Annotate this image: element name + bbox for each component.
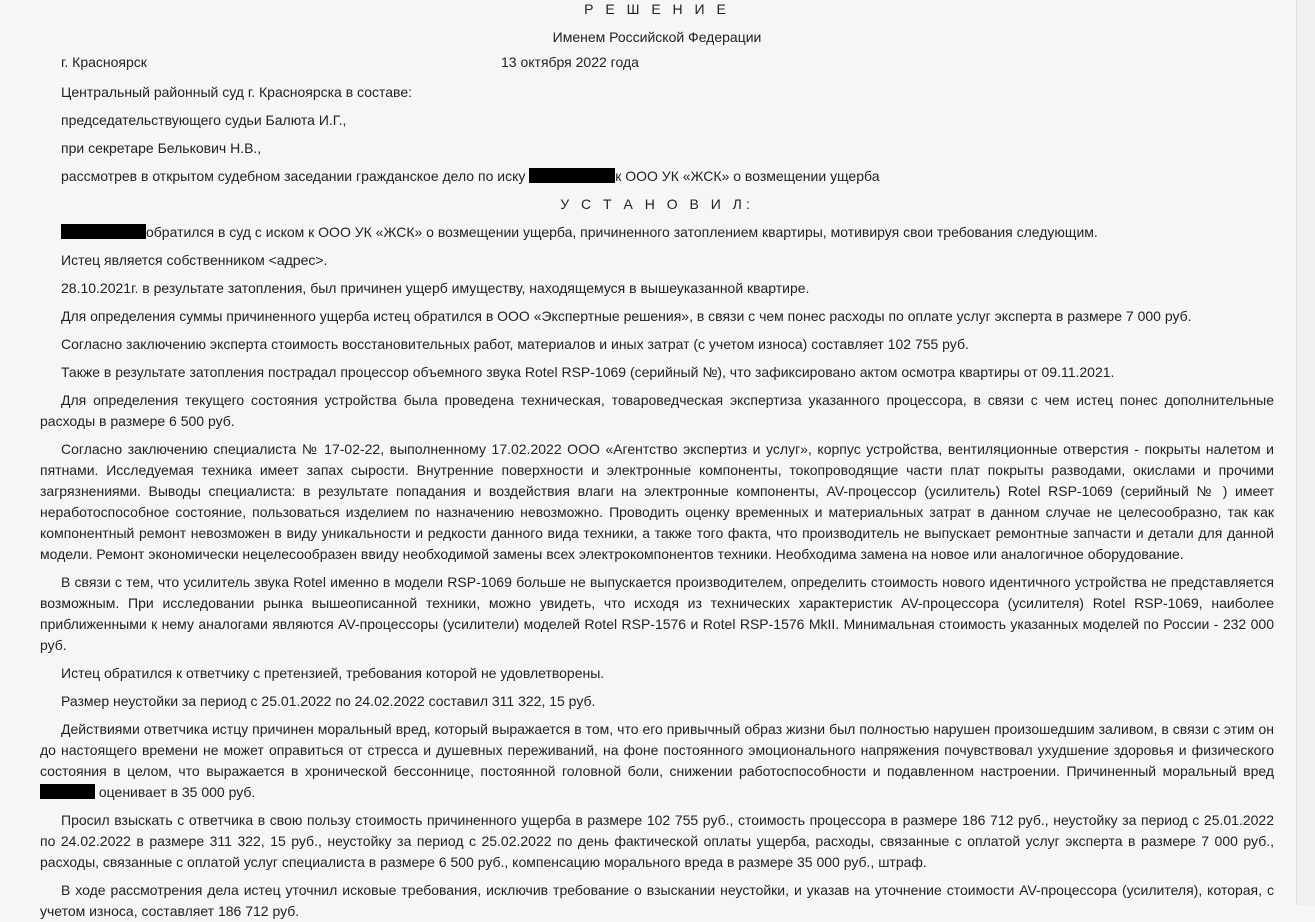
paragraph-2: Истец является собственником <адрес>. (61, 252, 328, 268)
decision-date: 13 октября 2022 года (501, 54, 639, 70)
document-title: Р Е Ш Е Н И Е (584, 1, 730, 17)
paragraph-14: В ходе рассмотрения дела истец уточнил исковые требования, исключив требование о взыскании неустойки, и указав на уточнение стоимости AV-процессора (усилителя), которая, с учетом износа, составляет 186 712 руб. (40, 882, 1274, 919)
case-text-after: к ООО УК «ЖСК» о возмещении ущерба (615, 168, 880, 184)
decision-document (40, 0, 1274, 922)
redacted-plaintiff-name (61, 224, 146, 239)
paragraph-6: Также в результате затопления пострадал процессор объемного звука Rotel RSP-1069 (серийный №), что зафиксировано актом осмотра квартиры от 09.11.2021. (61, 364, 1115, 380)
paragraph-4: Для определения суммы причиненного ущерба истец обратился в ООО «Экспертные решения», в связи с чем понес расходы по оплате услуг эксперта в размере 7 000 руб. (61, 308, 1192, 324)
section-title: У С Т А Н О В И Л: (560, 196, 754, 212)
paragraph-11: Размер неустойки за период с 25.01.2022 по 24.02.2022 составил 311 322, 15 руб. (61, 693, 596, 709)
paragraph-12-text-before: Действиями ответчика истцу причинен моральный вред, который выражается в том, что его привычный образ жизни был полностью нарушен произошедшим заливом, в связи с этим он до настоящего времени не может оправиться от стресса и душевных переживаний, на фоне постоянного эмоционального напряжения почувствовал ухудшение здоровья и физического состояния в целом, что выражается в хронической бессоннице, постоянной головной боли, снижении работоспособности и подавленном настроении. Причиненный моральный вред (40, 721, 1274, 779)
paragraph-13: Просил взыскать с ответчика в свою пользу стоимость причиненного ущерба в размере 102 755 руб., стоимость процессора в размере 186 712 руб., неустойку за период с 25.01.2022 по 24.02.2022 в размере 311 322, 15 руб., неустойку за период с 25.02.2022 по день фактической оплаты ущерба, расходы, связанные с оплатой услуг эксперта в размере 7 000 руб., расходы, связанные с оплатой услуг специалиста в размере 6 500 руб., компенсацию морального вреда в размере 35 000 руб., штраф. (40, 812, 1274, 870)
paragraph-3: 28.10.2021г. в результате затопления, был причинен ущерб имуществу, находящемуся в вышеуказанной квартире. (61, 280, 810, 296)
document-subtitle: Именем Российской Федерации (552, 29, 762, 45)
paragraph-5: Согласно заключению эксперта стоимость восстановительных работ, материалов и иных затрат (с учетом износа) составляет 102 755 руб. (61, 336, 969, 352)
vertical-scrollbar[interactable] (1296, 0, 1315, 905)
secretary-line: при секретаре Белькович Н.В., (61, 140, 262, 156)
paragraph-12-text-after: оценивает в 35 000 руб. (95, 784, 256, 800)
case-text-before: рассмотрев в открытом судебном заседании гражданское дело по иску (61, 168, 530, 184)
paragraph-7: Для определения текущего состояния устройства была проведена техническая, товароведческая экспертиза указанного процессора, в связи с чем истец понес дополнительные расходы в размере 6 500 руб. (40, 392, 1274, 429)
paragraph-10: Истец обратился к ответчику с претензией, требования которой не удовлетворены. (61, 665, 605, 681)
city: г. Красноярск (61, 54, 147, 70)
paragraph-8: Согласно заключению специалиста № 17-02-22, выполненному 17.02.2022 ООО «Агентство экспертиз и услуг», корпус устройства, вентиляционные отверстия - покрыты налетом и пятнами. Исследуемая техника имеет запах сырости. Внутренние поверхности и электронные компоненты, токопроводящие части плат покрыты разводами, окислами и прочими загрязнениями. Выводы специалиста: в результате попадания и воздействия влаги на электронные компоненты, AV-процессор (усилитель) Rotel RSP-1069 (серийный № ) имеет неработоспособное состояние, пользоваться изделием по назначению невозможно. Проводить оценку временных и материальных затрат в данном случае не целесообразно, так как компонентный ремонт невозможен в виду уникальности и редкости данного вида техники, а также того факта, что производитель не выпускает ремонтные запчасти и детали для данной модели. Ремонт экономически нецелесообразен ввиду необходимой замены всех электрокомпонентов техники. Необходима замена на новое или аналогичное оборудование. (40, 441, 1274, 562)
redacted-plaintiff-name (529, 168, 615, 183)
case-line (40, 166, 1274, 187)
judge-line: председательствующего судьи Балюта И.Г., (61, 112, 347, 128)
court-composition: Центральный районный суд г. Красноярска в составе: (61, 84, 412, 100)
redacted-plaintiff-name (40, 784, 95, 799)
paragraph-1-text: обратился в суд с иском к ООО УК «ЖСК» о возмещении ущерба, причиненного затоплением квартиры, мотивируя свои требования следующим. (146, 224, 1098, 240)
paragraph-12 (40, 719, 1274, 803)
paragraph-9: В связи с тем, что усилитель звука Rotel именно в модели RSP-1069 больше не выпускается производителем, определить стоимость нового идентичного устройства не представляется возможным. При исследовании рынка вышеописанной техники, можно увидеть, что исходя из технических характеристик AV-процессора (усилителя) Rotel RSP-1069, наиболее приближенными к нему аналогами являются AV-процессоры (усилители) моделей Rotel RSP-1576 и Rotel RSP-1576 MkII. Минимальная стоимость указанных моделей по России - 232 000 руб. (40, 574, 1274, 653)
paragraph-1 (40, 222, 1274, 243)
place-date-row (40, 54, 1274, 75)
